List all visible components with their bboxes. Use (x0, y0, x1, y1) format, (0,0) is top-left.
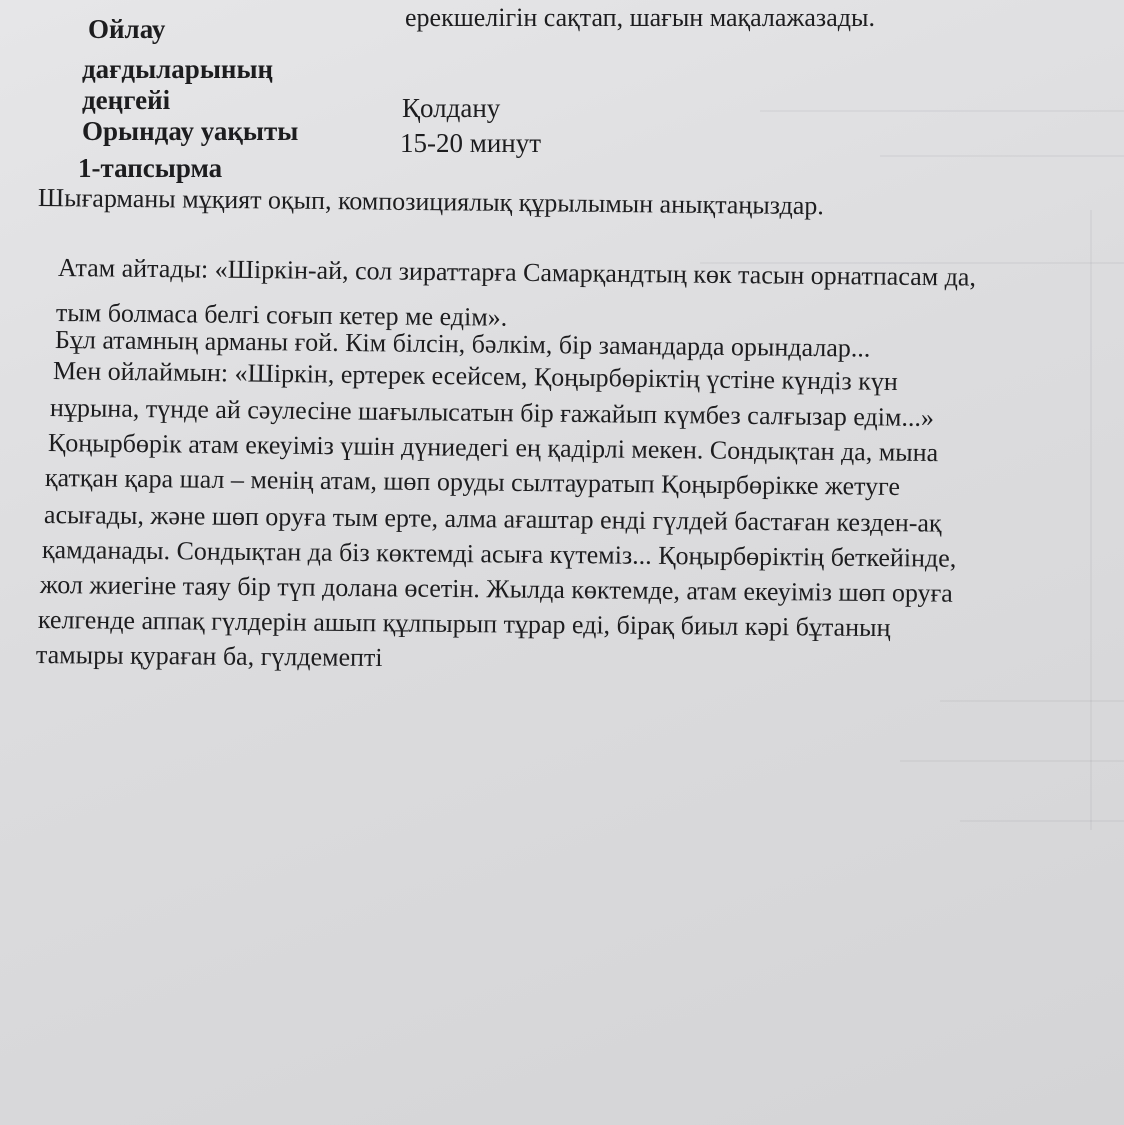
text-line: келгенде аппақ гүлдерін ашып құлпырып тұрар еді, бірақ биыл кәрі бұтаның (37, 605, 891, 643)
text-line: қамданады. Сондықтан да біз көктемді асыға күтеміз... Қоңырбөріктің беткейінде, (41, 535, 957, 573)
time-label: Орындау уақыты (82, 116, 299, 146)
show-through-line (760, 110, 1124, 112)
time-value: 15-20 минут (400, 128, 542, 158)
text-line: Бұл атамның арманы ғой. Кім білсін, бәлкім, бір замандарда орындалар... (54, 325, 871, 363)
task-title: 1-тапсырма (78, 153, 223, 183)
skills-label-line1: Ойлау (88, 14, 166, 44)
text-line: Мен ойлаймын: «Шіркін, ертерек есейсем, Қоңырбөріктің үстіне күндіз күн (52, 356, 898, 397)
skills-value: Қолдану (402, 93, 501, 123)
text-line: нұрына, түнде ай сәулесіне шағылысатын бір ғажайып күмбез салғызар едім...» (49, 393, 935, 433)
task-instruction: Шығарманы мұқият оқып, композициялық құрылымын анықтаңыздар. (37, 183, 825, 221)
text-line: Атам айтады: «Шіркін-ай, сол зираттарға Самарқандтың көк тасын орнатпасам да, (57, 253, 977, 292)
skills-label-line2: дағдыларының (82, 54, 274, 84)
show-through-line (900, 760, 1124, 762)
text-line: тамыры қураған ба, гүлдемепті (35, 640, 383, 673)
text-line: Қоңырбөрік атам екеуіміз үшін дүниедегі ең қадірлі мекен. Сондықтан да, мына (47, 428, 939, 468)
text-line: жол жиегіне таяу бір түп долана өсетін. Жылда көктемде, атам екеуіміз шөп оруға (39, 570, 953, 608)
show-through-line (960, 820, 1124, 822)
text-line: тым болмаса белгі соғып кетер ме едім». (55, 298, 508, 332)
show-through-line (880, 155, 1124, 157)
text-line: қатқан қара шал – менің атам, шөп оруды сылтауратып Қоңырбөрікке жетуге (44, 463, 901, 501)
show-through-line (1090, 210, 1092, 830)
skills-label-line3: деңгейі (82, 85, 171, 115)
show-through-line (940, 700, 1124, 702)
text-line: асығады, және шөп оруға тым ерте, алма ағаштар енді гүлдей бастаған кезден-ақ (43, 500, 942, 538)
top-fragment-text: ерекшелігін сақтап, шағын мақалажазады. (405, 3, 875, 32)
